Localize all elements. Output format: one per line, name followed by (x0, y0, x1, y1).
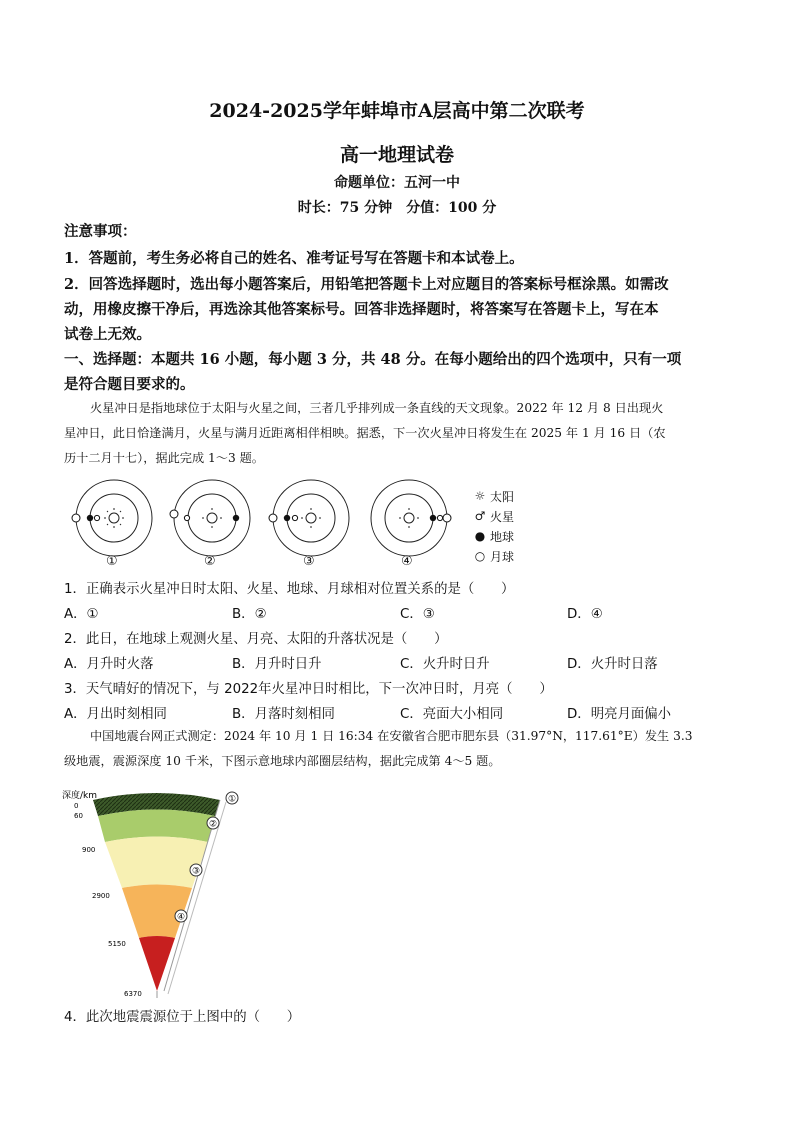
layer-label: ① (227, 794, 237, 805)
sun-icon (404, 513, 414, 523)
option-1c[interactable]: C．③ (400, 607, 435, 622)
depth-label: 6370 (124, 990, 142, 998)
section-heading: 一、选择题：本题共 16 小题，每小题 3 分，共 48 分。在每小题给出的四个选项中，只有一项 (64, 351, 682, 368)
moon-icon (437, 515, 442, 520)
moon-icon (292, 515, 297, 520)
option-3a[interactable]: A．月出时刻相同 (64, 707, 167, 722)
section-heading-cont: 是符合题目要求的。 (64, 376, 195, 393)
legend-label: 太阳 (490, 489, 515, 504)
note-item: 试卷上无效。 (64, 326, 151, 343)
option-1a[interactable]: A．① (64, 607, 99, 622)
earth-icon (284, 515, 290, 521)
passage-line: 星冲日，此日恰逢满月，火星与满月近距离相伴相映。据悉，下一次火星冲日将发生在 2025 年 1 月 16 日（农 (64, 426, 666, 440)
orbit-legend (470, 486, 514, 566)
layer-label: ③ (191, 866, 201, 877)
question-2: 2．此日，在地球上观测火星、月亮、太阳的升落状况是（ ） (64, 632, 448, 647)
question-3: 3．天气晴好的情况下，与 2022年火星冲日时相比，下一次冲日时，月亮（ ） (64, 682, 553, 697)
depth-label: 0 (74, 802, 79, 810)
mars-icon: ♂ (474, 509, 486, 523)
depth-label: 5150 (108, 940, 126, 948)
moon-icon (184, 515, 189, 520)
passage-line: 火星冲日是指地球位于太阳与火星之间，三者几乎排列成一条直线的天文现象。2022 年 12 月 8 日出现火 (90, 401, 664, 415)
layer-label: ② (208, 819, 218, 830)
legend-label: 火星 (490, 509, 515, 524)
moon-icon: ○ (474, 549, 486, 563)
note-item: 2．回答选择题时，选出每小题答案后，用铅笔把答题卡上对应题目的答案标号框涂黑。如需改 (64, 276, 669, 293)
exam-duration: 时长：75 分钟 分值：100 分 (297, 200, 497, 216)
question-1: 1．正确表示火星冲日时太阳、火星、地球、月球相对位置关系的是（ ） (64, 582, 515, 597)
orbit-diagram-1 (72, 480, 152, 556)
orbit-diagram-2 (170, 480, 250, 556)
exam-unit: 命题单位：五河一中 (334, 175, 460, 191)
earth-layers-diagram (60, 786, 250, 1001)
mars-icon (443, 514, 451, 522)
layer-inner-core (139, 936, 175, 991)
note-item: 动，用橡皮擦干净后，再选涂其他答案标号。回答非选择题时，将答案写在答题卡上，写在本 (64, 301, 659, 318)
mars-icon (269, 514, 277, 522)
passage-2 (64, 724, 736, 774)
question-4: 4．此次地震震源位于上图中的（ ） (64, 1010, 301, 1025)
orbit-label-3: ③ (303, 554, 315, 569)
option-1b[interactable]: B．② (232, 607, 267, 622)
depth-label: 2900 (92, 892, 110, 900)
mars-icon (170, 510, 178, 518)
orbit-label-2: ② (204, 554, 216, 569)
legend-label: 月球 (490, 549, 515, 564)
depth-label: 60 (74, 812, 83, 820)
sun-icon (306, 513, 316, 523)
option-2c[interactable]: C．火升时日升 (400, 657, 490, 672)
sun-icon: ☼ (474, 489, 486, 503)
option-3b[interactable]: B．月落时刻相同 (232, 707, 335, 722)
option-2a[interactable]: A．月升时火落 (64, 657, 154, 672)
layer-lower-mantle (105, 837, 208, 889)
orbit-label-4: ④ (401, 554, 413, 569)
option-3c[interactable]: C．亮面大小相同 (400, 707, 504, 722)
option-1d[interactable]: D．④ (567, 607, 603, 622)
passage-line: 历十二月十七），据此完成 1～3 题。 (64, 451, 264, 465)
option-2b[interactable]: B．月升时日升 (232, 657, 322, 672)
passage-line: 中国地震台网正式测定：2024 年 10 月 1 日 16:34 在安徽省合肥市肥东县（31.97°N，117.61°E）发生 3.3 (90, 729, 693, 743)
passage-line: 级地震，震源深度 10 千米，下图示意地球内部圈层结构，据此完成第 4～5 题。 (64, 754, 501, 768)
option-3d[interactable]: D．明亮月面偏小 (567, 707, 672, 722)
option-2d[interactable]: D．火升时日落 (567, 657, 658, 672)
exam-subtitle: 高一地理试卷 (339, 144, 454, 166)
moon-icon (94, 515, 99, 520)
orbit-label-1: ① (106, 554, 118, 569)
axis-title: 深度/km (62, 791, 98, 801)
mars-icon (72, 514, 80, 522)
notes-heading: 注意事项： (64, 223, 137, 240)
earth-icon (87, 515, 93, 521)
orbit-diagram-3 (269, 480, 349, 556)
orbit-diagram-4 (371, 480, 451, 556)
earth-icon (430, 515, 436, 521)
sun-icon (104, 508, 124, 528)
depth-label: 900 (82, 846, 96, 854)
earth-icon: ● (474, 529, 486, 543)
sun-icon (207, 513, 217, 523)
legend-label: 地球 (490, 529, 515, 544)
earth-icon (233, 515, 239, 521)
passage-1 (64, 396, 736, 471)
layer-label: ④ (176, 912, 186, 923)
note-item: 1．答题前，考生务必将自己的姓名、准考证号写在答题卡和本试卷上。 (64, 250, 524, 267)
exam-title: 2024-2025学年蚌埠市A层高中第二次联考 (209, 100, 585, 122)
